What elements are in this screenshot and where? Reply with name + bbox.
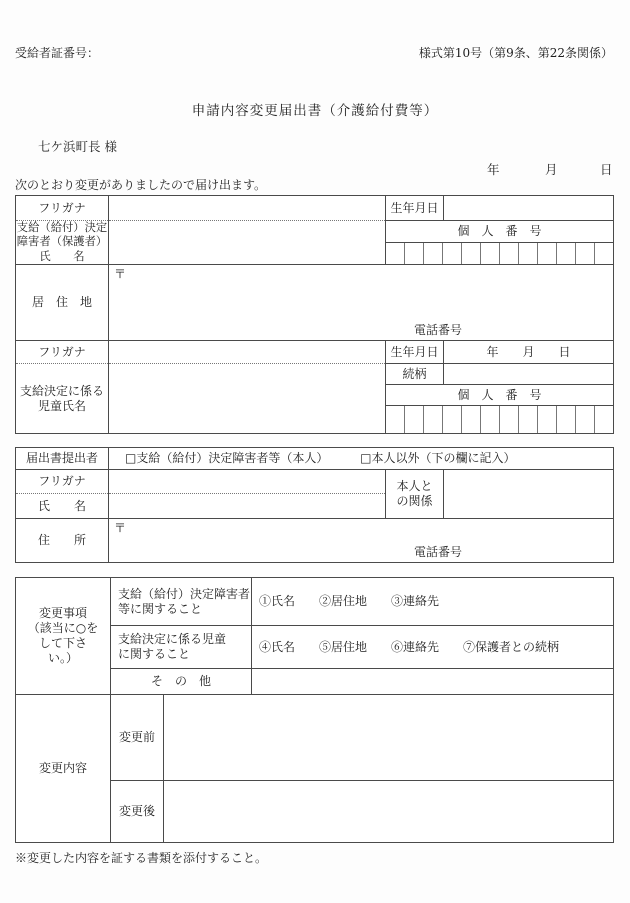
changed-items-label: 変更事項 （該当に○を して下さ い。） (16, 578, 111, 695)
mynumber-label: 個 人 番 号 (386, 221, 614, 243)
other-label: そ の 他 (111, 669, 252, 695)
mynumber-digit-cell[interactable] (499, 406, 518, 433)
child-birthdate-label: 生年月日 (386, 341, 444, 364)
mynumber-digit-cell[interactable] (575, 243, 594, 264)
birthdate-label: 生年月日 (386, 196, 444, 221)
submitter-label: 届出書提出者 (16, 448, 109, 470)
checkbox-option-other[interactable]: □本人以外（下の欄に記入） (360, 451, 516, 465)
child-mynumber-label: 個 人 番 号 (386, 385, 614, 406)
mynumber-digit-cell[interactable] (537, 243, 556, 264)
furigana-label: フリガナ (16, 196, 109, 221)
mynumber-digit-cell[interactable] (442, 406, 461, 433)
phone-number-label: 電話番号 (414, 323, 463, 337)
mynumber-digit-cell[interactable] (556, 406, 575, 433)
child-name-label: 支給決定に係る 児童氏名 (16, 364, 109, 434)
mynumber-digit-cell[interactable] (461, 406, 480, 433)
decision-person-name-field[interactable] (109, 221, 386, 265)
intro-text: 次のとおり変更がありましたので届け出ます。 (15, 178, 267, 192)
relation-field[interactable] (444, 364, 614, 385)
mynumber-digit-cell[interactable] (594, 406, 613, 433)
change-row-person-label: 支給（給付）決定障害者 等に関すること (111, 578, 252, 626)
date-month-label: 月 (545, 162, 558, 177)
mynumber-digit-boxes (386, 406, 613, 433)
checkbox-option-self[interactable]: □支給（給付）決定障害者等（本人） (125, 451, 329, 465)
furigana-field[interactable] (109, 196, 386, 221)
addressee: 七ケ浜町長 様 (38, 139, 117, 154)
residence-label: 居 住 地 (16, 265, 109, 341)
mynumber-digit-cell[interactable] (386, 406, 404, 433)
mynumber-digit-cell[interactable] (480, 243, 499, 264)
child-birthdate-field[interactable]: 年 月 日 (444, 341, 614, 364)
recipient-certificate-number-label: 受給者証番号： (15, 46, 100, 60)
submitter-furigana-label: フリガナ (16, 470, 109, 494)
mynumber-field[interactable] (386, 243, 614, 265)
after-change-label: 変更後 (111, 781, 164, 843)
birthdate-field[interactable] (444, 196, 614, 221)
child-name-field[interactable] (109, 364, 386, 434)
mynumber-digit-cell[interactable] (594, 243, 613, 264)
mynumber-digit-cell[interactable] (575, 406, 594, 433)
mynumber-digit-cell[interactable] (537, 406, 556, 433)
mynumber-digit-cell[interactable] (404, 406, 423, 433)
form-number: 様式第10号（第9条、第22条関係） (418, 46, 613, 60)
submitter-table (15, 447, 614, 563)
mynumber-digit-cell[interactable] (404, 243, 423, 264)
mynumber-digit-cell[interactable] (461, 243, 480, 264)
submitter-furigana-field[interactable] (109, 470, 386, 494)
after-change-field[interactable] (164, 781, 614, 843)
submitter-name-label: 氏 名 (16, 494, 109, 519)
date-day-label: 日 (600, 162, 613, 177)
relation-label: 続柄 (386, 364, 444, 385)
child-furigana-label: フリガナ (16, 341, 109, 364)
change-row-person-items[interactable]: ①氏名 ②居住地 ③連絡先 (252, 578, 614, 626)
residence-field[interactable] (109, 265, 614, 341)
submitter-type-options (109, 448, 614, 470)
person-info-table (15, 195, 614, 434)
change-row-child-items[interactable]: ④氏名 ⑤居住地 ⑥連絡先 ⑦保護者との続柄 (252, 626, 614, 669)
mynumber-digit-cell[interactable] (442, 243, 461, 264)
mynumber-digit-cell[interactable] (499, 243, 518, 264)
postal-code-mark: 〒 (114, 267, 127, 281)
before-change-label: 変更前 (111, 695, 164, 781)
mynumber-digit-boxes (386, 243, 613, 264)
submitter-address-label: 住 所 (16, 519, 109, 563)
page-title: 申請内容変更届出書（介護給付費等） (191, 103, 439, 119)
mynumber-digit-cell[interactable] (423, 243, 442, 264)
submitter-name-field[interactable] (109, 494, 386, 519)
mynumber-digit-cell[interactable] (518, 406, 537, 433)
phone-number-label: 電話番号 (414, 545, 463, 559)
mynumber-digit-cell[interactable] (556, 243, 575, 264)
submitter-address-field[interactable] (109, 519, 614, 563)
change-row-child-label: 支給決定に係る児童 に関すること (111, 626, 252, 669)
submitter-relation-label: 本人と の関係 (386, 470, 444, 519)
before-change-field[interactable] (164, 695, 614, 781)
change-content-label: 変更内容 (16, 695, 111, 843)
footnote: ※変更した内容を証する書類を添付すること。 (15, 851, 268, 865)
child-furigana-field[interactable] (109, 341, 386, 364)
child-mynumber-field[interactable] (386, 406, 614, 434)
date-year-label: 年 (487, 162, 500, 177)
mynumber-digit-cell[interactable] (518, 243, 537, 264)
change-table (15, 577, 614, 843)
mynumber-digit-cell[interactable] (423, 406, 442, 433)
mynumber-digit-cell[interactable] (386, 243, 404, 264)
submitter-relation-field[interactable] (444, 470, 614, 519)
postal-code-mark: 〒 (114, 521, 127, 535)
decision-person-name-label: 支給（給付）決定 障害者（保護者） 氏 名 (16, 221, 108, 263)
other-field[interactable] (252, 669, 614, 695)
mynumber-digit-cell[interactable] (480, 406, 499, 433)
